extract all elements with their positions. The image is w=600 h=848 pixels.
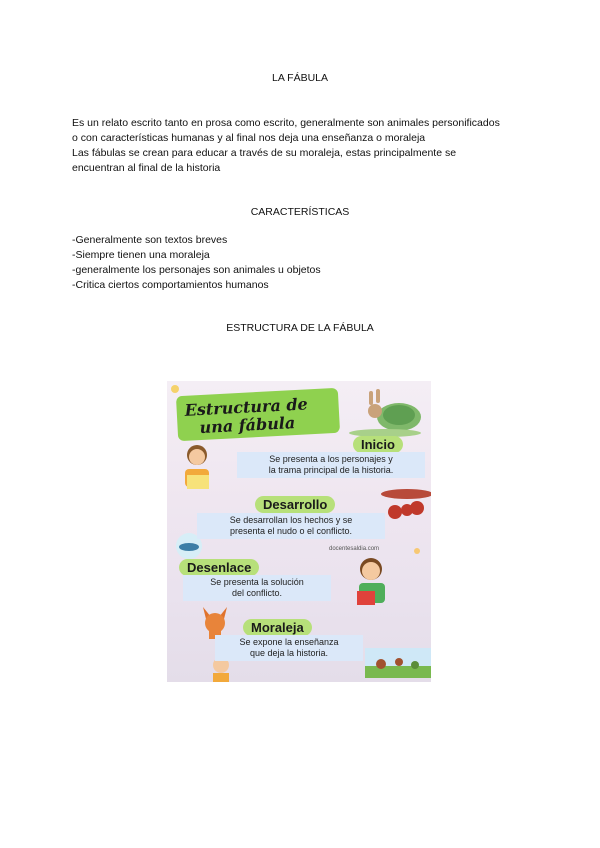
characteristics-list: [72, 233, 321, 293]
section-label-desenlace: Desenlace: [179, 559, 259, 576]
section-text: presenta el nudo o el conflicto.: [229, 526, 353, 536]
rabbit-turtle-illustration: [345, 387, 425, 437]
section-text: que deja la historia.: [249, 648, 329, 658]
section-label-desarrollo: Desarrollo: [255, 496, 335, 513]
section-text: Se presenta a los personajes y: [269, 454, 393, 464]
section-text: Se presenta la solución: [210, 577, 304, 587]
reading-child-illustration: [175, 441, 225, 501]
watermark: docentesaldia.com: [329, 546, 380, 552]
section-text: la trama principal de la historia.: [268, 465, 394, 475]
ant-illustration: [377, 486, 431, 526]
intro-line: Es un relato escrito tanto en prosa como escrito, generalmente son animales personificados: [72, 117, 500, 129]
intro-line: encuentran al final de la historia: [72, 162, 221, 174]
list-item: -Critica ciertos comportamientos humanos: [72, 279, 269, 291]
poster-title-line1: Estructura de: [184, 394, 309, 420]
intro-line: Las fábulas se crean para educar a través de su moraleja, estas principalmente se: [72, 147, 457, 159]
boy-reading-illustration: [347, 553, 397, 613]
fable-structure-poster: [167, 381, 431, 682]
landscape-illustration: [365, 648, 431, 678]
section-box-desenlace: [183, 575, 331, 601]
section-label-moraleja: Moraleja: [243, 619, 312, 636]
structure-heading: ESTRUCTURA DE LA FÁBULA: [226, 322, 374, 334]
characteristics-heading: CARACTERÍSTICAS: [250, 206, 350, 218]
section-box-moraleja: [215, 635, 363, 661]
section-text: Se desarrollan los hechos y se: [229, 515, 353, 525]
page-title: LA FÁBULA: [271, 72, 329, 84]
list-item: -Generalmente son textos breves: [72, 234, 228, 246]
list-item: -Siempre tienen una moraleja: [72, 249, 210, 261]
intro-line: o con características humanas y al final nos deja una enseñanza o moraleja: [72, 132, 426, 144]
section-box-inicio: [237, 452, 425, 478]
title-banner: [176, 388, 340, 441]
list-item: -generalmente los personajes son animales u objetos: [72, 264, 321, 276]
section-text: Se expone la enseñanza: [239, 637, 339, 647]
poster-title-line2: una fábula: [199, 413, 296, 438]
section-box-desarrollo: [197, 513, 385, 539]
intro-paragraph: [72, 116, 542, 176]
section-text: del conflicto.: [231, 588, 283, 598]
section-label-inicio: Inicio: [353, 436, 403, 453]
